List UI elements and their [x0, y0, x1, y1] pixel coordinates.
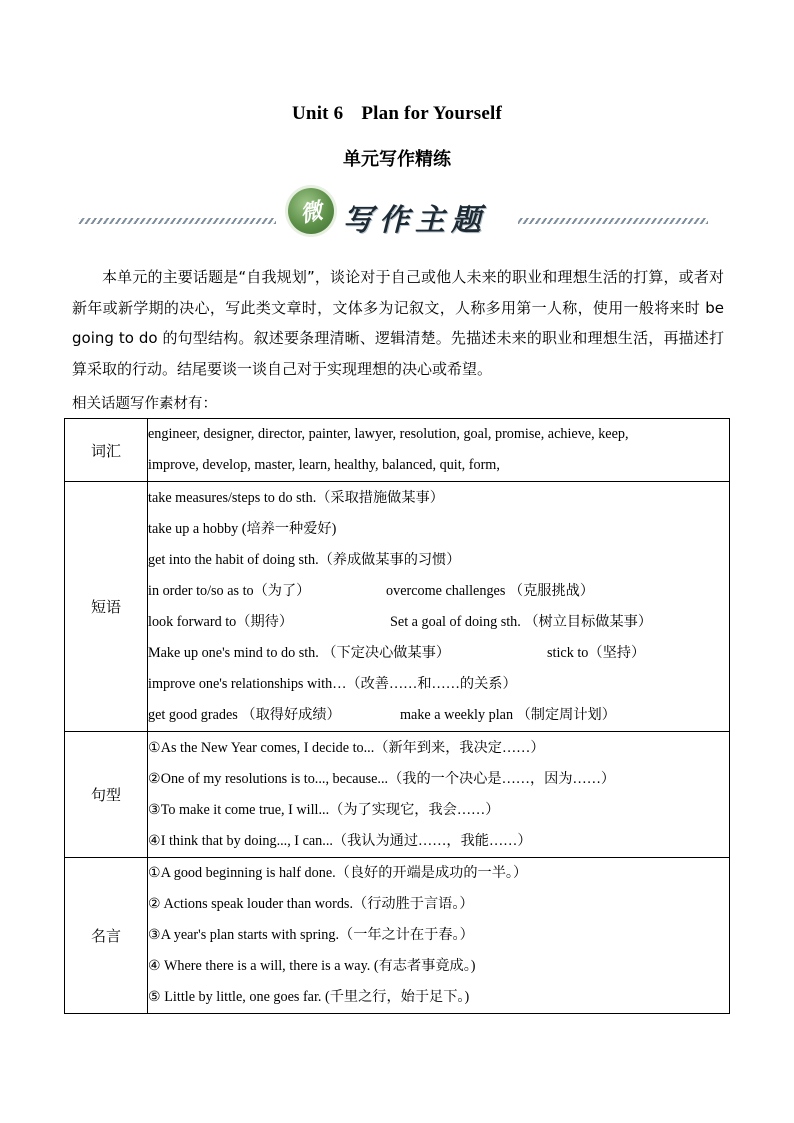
unit-number: Unit 6	[292, 103, 344, 124]
phrases-content	[148, 482, 730, 732]
quote-line: ⑤ Little by little, one goes far. (千里之行，始于足下。)	[148, 989, 470, 1005]
page-subtitle: 单元写作精练	[343, 149, 451, 170]
phrases-label: 短语	[65, 482, 148, 732]
banner-right-hatch	[518, 218, 708, 224]
section-banner	[78, 183, 718, 245]
phrase-line: in order to/so as to（为了） overcome challenges （克服挑战）	[148, 582, 595, 599]
sentences-row	[65, 732, 730, 858]
unit-name: Plan for Yourself	[361, 103, 502, 124]
quote-line: ③A year's plan starts with spring.（一年之计在于春。）	[148, 927, 474, 943]
phrases-row	[65, 482, 730, 732]
intro-paragraph: 本单元的主要话题是“自我规划”，谈论对于自己或他人未来的职业和理想生活的打算，或者对新年或新学期的决心，写此类文章时，文体多为记叙文，人称多用第一人称，使用一般将来时 be going to do 的句型结构。叙述要条理清晰、逻辑清楚。先描述未来的职业和理想生活，再描述打算采取的行动。结尾要谈一谈自己对于实现理想的决心或希望。	[72, 268, 724, 378]
quotes-content	[148, 858, 730, 1014]
sentences-label: 句型	[65, 732, 148, 858]
materials-label: 相关话题写作素材有：	[72, 396, 217, 412]
micro-badge-icon	[288, 188, 334, 234]
quotes-row	[65, 858, 730, 1014]
quote-line: ①A good beginning is half done.（良好的开端是成功的一半。）	[148, 865, 528, 881]
quote-line: ④ Where there is a will, there is a way. (有志者事竟成。)	[148, 958, 476, 974]
vocab-line: improve, develop, master, learn, healthy, balanced, quit, form,	[148, 457, 500, 473]
sentence-line: ③To make it come true, I will...（为了实现它，我会……）	[148, 801, 500, 818]
unit-title	[0, 103, 794, 125]
phrase-line: look forward to（期待） Set a goal of doing sth. （树立目标做某事）	[148, 613, 653, 630]
sentences-content	[148, 732, 730, 858]
phrase-line: Make up one's mind to do sth. （下定决心做某事） stick to（坚持）	[148, 644, 646, 661]
vocab-line: engineer, designer, director, painter, lawyer, resolution, goal, promise, achieve, keep,	[148, 426, 629, 442]
phrase-line: get good grades （取得好成绩） make a weekly plan （制定周计划）	[148, 706, 616, 723]
quotes-label: 名言	[65, 858, 148, 1014]
vocab-content	[148, 419, 730, 482]
banner-left-hatch	[78, 218, 276, 224]
badge-char: 微	[297, 197, 325, 228]
sentence-line: ④I think that by doing..., I can...（我认为通过……，我能……）	[148, 832, 532, 849]
banner-title: 写作主题	[343, 203, 487, 238]
phrase-line: take up a hobby (培养一种爱好)	[148, 520, 337, 537]
vocab-row	[65, 419, 730, 482]
sentence-line: ②One of my resolutions is to..., because...（我的一个决心是……，因为……）	[148, 770, 616, 787]
phrase-line: take measures/steps to do sth.（采取措施做某事）	[148, 489, 444, 506]
phrase-line: get into the habit of doing sth.（养成做某事的习惯）	[148, 551, 461, 568]
intro-section	[72, 262, 724, 384]
sentence-line: ①As the New Year comes, I decide to...（新年到来，我决定……）	[148, 739, 545, 756]
materials-table	[64, 418, 730, 1014]
quote-line: ② Actions speak louder than words.（行动胜于言语。）	[148, 896, 474, 912]
phrase-line: improve one's relationships with…（改善……和……的关系）	[148, 675, 517, 692]
vocab-label: 词汇	[65, 419, 148, 482]
